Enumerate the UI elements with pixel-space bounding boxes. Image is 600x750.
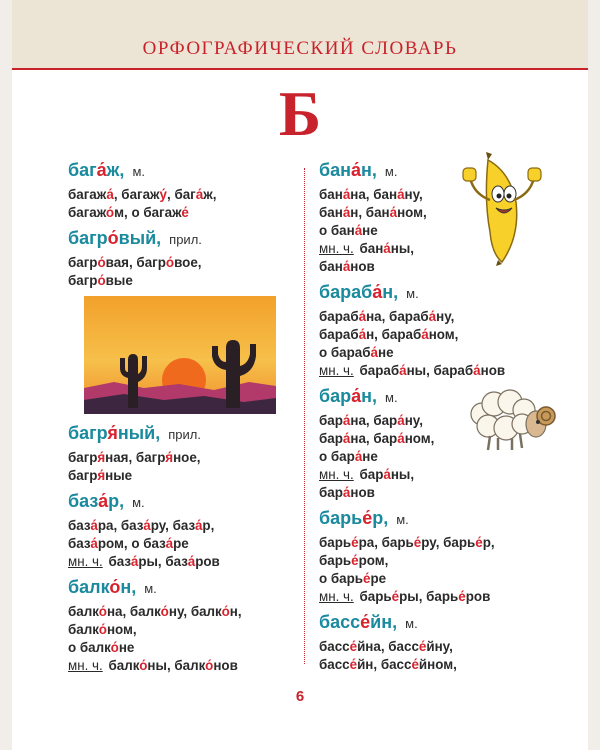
headword-part: р — [372, 508, 384, 528]
stressed-vowel: а́ — [195, 187, 204, 202]
stressed-vowel: о́ — [160, 604, 169, 619]
word-form: бан — [319, 187, 343, 202]
plural-label: мн. ч. — [319, 241, 354, 256]
word-form: на, бан — [350, 187, 398, 202]
stressed-vowel: а́ — [399, 363, 407, 378]
word-form: ны, — [390, 467, 415, 482]
stressed-vowel: а́ — [143, 518, 151, 533]
word-forms-line — [319, 484, 589, 502]
word-form: балк — [68, 604, 99, 619]
stressed-vowel: а́ — [358, 327, 367, 342]
stressed-vowel: а́ — [90, 536, 98, 551]
part-of-speech: м. — [132, 164, 145, 179]
dictionary-entry — [319, 508, 589, 606]
headword-part: р — [108, 491, 120, 511]
word-form: басс — [319, 657, 350, 672]
stressed-vowel: я́ — [165, 450, 174, 465]
word-form: нов — [213, 658, 238, 673]
word-forms-line — [319, 308, 589, 326]
word-form: бар — [319, 431, 343, 446]
page-header — [12, 0, 588, 70]
stressed-vowel: о́ — [109, 577, 121, 597]
word-forms-line — [68, 535, 298, 553]
dictionary-entry — [68, 228, 298, 290]
headword-part: н — [120, 577, 132, 597]
headword-part: йн — [370, 612, 393, 632]
headword — [319, 160, 377, 180]
word-form: ре — [370, 571, 387, 586]
headword-part: балк — [68, 577, 110, 597]
word-forms-line — [68, 272, 298, 290]
word-forms-line — [68, 553, 298, 571]
word-form: ные — [105, 468, 133, 483]
dictionary-entry — [319, 612, 589, 674]
stressed-vowel: о́ — [97, 273, 106, 288]
word-form: баз — [68, 518, 91, 533]
stressed-vowel: у́ — [159, 187, 167, 202]
word-form: ну, — [404, 187, 423, 202]
word-form: ром, — [358, 553, 389, 568]
word-form: ну, балк — [168, 604, 222, 619]
stressed-vowel: а́ — [397, 187, 405, 202]
word-form: ны, балк — [147, 658, 206, 673]
stressed-vowel: о́ — [205, 658, 214, 673]
dictionary-entry — [68, 423, 298, 485]
word-form: бан — [359, 241, 384, 256]
word-form: м, о багаж — [114, 205, 182, 220]
word-forms-line — [68, 621, 298, 639]
word-forms-line — [68, 517, 298, 535]
headword-punct: , — [372, 386, 378, 406]
stressed-vowel: а́ — [165, 536, 174, 551]
stressed-vowel: е́ — [418, 639, 427, 654]
stressed-vowel: о́ — [139, 658, 148, 673]
plural-label: мн. ч. — [68, 554, 103, 569]
headword-punct: , — [383, 508, 389, 528]
stressed-vowel: а́ — [342, 187, 351, 202]
part-of-speech: прил. — [168, 427, 201, 442]
word-form: ном, — [106, 622, 137, 637]
word-form: ны, — [390, 241, 414, 256]
part-of-speech: прил. — [169, 232, 202, 247]
word-form: о бан — [319, 223, 355, 238]
word-form: ру, барь — [421, 535, 476, 550]
word-form: бараб — [319, 309, 359, 324]
word-form: , багаж — [113, 187, 160, 202]
word-form: балк — [68, 622, 99, 637]
word-form: ра, барь — [358, 535, 414, 550]
word-forms-line — [68, 467, 298, 485]
headword-part: ж — [106, 160, 120, 180]
word-form: барь — [319, 535, 352, 550]
stressed-vowel: е́ — [391, 589, 400, 604]
headword-part: багр — [68, 228, 108, 248]
headword-part: ный — [117, 423, 156, 443]
word-form: бараб — [359, 363, 400, 378]
stressed-vowel: а́ — [342, 485, 351, 500]
stressed-vowel: а́ — [342, 205, 351, 220]
word-forms-line — [68, 639, 298, 657]
word-form: ное, — [173, 450, 201, 465]
stressed-vowel: е́ — [349, 639, 358, 654]
left-column — [68, 160, 298, 675]
word-form: о бараб — [319, 345, 371, 360]
stressed-vowel: е́ — [475, 535, 483, 550]
section-letter: Б — [278, 78, 322, 149]
stressed-vowel: а́ — [187, 554, 196, 569]
word-form: ном, — [428, 327, 459, 342]
stressed-vowel: о́ — [221, 604, 230, 619]
headword — [68, 491, 124, 511]
plural-label: мн. ч. — [319, 363, 354, 378]
headword-punct: , — [392, 612, 398, 632]
word-form: йну, — [426, 639, 453, 654]
word-form: ну, — [436, 309, 455, 324]
word-forms-line — [319, 656, 589, 674]
ram-illustration — [466, 384, 558, 454]
word-form: бараб — [319, 327, 359, 342]
headword-punct: , — [119, 160, 125, 180]
headword-punct: , — [156, 228, 162, 248]
stressed-vowel: о́ — [165, 255, 175, 270]
stressed-vowel: а́ — [397, 413, 405, 428]
headword-part: н — [382, 282, 394, 302]
part-of-speech: м. — [406, 286, 419, 301]
stressed-vowel: а́ — [428, 309, 437, 324]
stressed-vowel: а́ — [354, 449, 363, 464]
stressed-vowel: а́ — [351, 160, 362, 180]
word-forms-line — [68, 204, 298, 222]
stressed-vowel: е́ — [458, 589, 466, 604]
word-form: йном, — [418, 657, 457, 672]
word-form: йна, басс — [357, 639, 419, 654]
word-form: на, бар — [350, 413, 398, 428]
word-form: нов — [480, 363, 506, 378]
stressed-vowel: а́ — [372, 282, 383, 302]
word-form: ну, — [404, 413, 423, 428]
word-form: на, балк — [106, 604, 161, 619]
stressed-vowel: а́ — [194, 518, 203, 533]
headword — [319, 282, 398, 302]
word-form: ром, о баз — [97, 536, 166, 551]
stressed-vowel: е́ — [181, 205, 189, 220]
stressed-vowel: а́ — [342, 259, 351, 274]
headword-punct: , — [155, 423, 161, 443]
headword — [68, 228, 161, 248]
part-of-speech: м. — [405, 616, 418, 631]
word-form: балк — [108, 658, 140, 673]
stressed-vowel: о́ — [107, 228, 119, 248]
word-form: р, — [482, 535, 495, 550]
word-form: багаж — [68, 205, 106, 220]
plural-label: мн. ч. — [319, 467, 354, 482]
word-forms-line — [319, 588, 589, 606]
stressed-vowel: а́ — [389, 205, 398, 220]
word-form: ров — [465, 589, 491, 604]
word-forms-line — [319, 222, 589, 240]
stressed-vowel: а́ — [354, 223, 363, 238]
word-forms-line — [319, 186, 589, 204]
word-form: ры, баз — [138, 554, 188, 569]
word-form: ны, бараб — [406, 363, 474, 378]
headword — [68, 577, 136, 597]
headword-punct: , — [131, 577, 137, 597]
stressed-vowel: а́ — [98, 491, 109, 511]
word-form: басс — [319, 639, 350, 654]
stressed-vowel: а́ — [397, 431, 405, 446]
sunset-illustration — [84, 296, 276, 414]
word-form: йн, басс — [357, 657, 412, 672]
dictionary-entry — [319, 160, 589, 276]
word-form: ная, багр — [105, 450, 166, 465]
dictionary-entry — [68, 160, 298, 222]
dictionary-entry — [68, 491, 298, 571]
word-forms-line — [68, 186, 298, 204]
word-forms-line — [319, 240, 589, 258]
stressed-vowel: е́ — [362, 508, 373, 528]
word-form: н, бараб — [366, 327, 422, 342]
column-divider — [304, 168, 305, 664]
word-forms-line — [319, 344, 589, 362]
word-form: бан — [319, 205, 343, 220]
word-form: ном, — [397, 205, 427, 220]
word-form: бан — [319, 259, 343, 274]
headword-line — [319, 612, 589, 638]
word-forms-line — [319, 466, 589, 484]
word-form: вые — [105, 273, 133, 288]
headword-punct: , — [393, 282, 399, 302]
banana-illustration — [458, 150, 544, 268]
headword-part: н — [361, 160, 372, 180]
word-form: не — [377, 345, 394, 360]
headword-part: баз — [68, 491, 99, 511]
stressed-vowel: я́ — [97, 468, 106, 483]
word-form: ры, барь — [399, 589, 459, 604]
word-form: н, — [229, 604, 242, 619]
page-number: 6 — [295, 688, 305, 705]
headword-line — [68, 577, 298, 603]
stressed-vowel: а́ — [351, 386, 362, 406]
word-form: о барь — [319, 571, 364, 586]
stressed-vowel: я́ — [107, 423, 118, 443]
headword-part: басс — [319, 612, 361, 632]
stressed-vowel: о́ — [98, 622, 107, 637]
stressed-vowel: о́ — [110, 640, 119, 655]
headword-part: барь — [319, 508, 363, 528]
dictionary-entry — [68, 577, 298, 675]
word-form: на, бараб — [366, 309, 429, 324]
header-title: ОРФОГРАФИЧЕСКИЙ СЛОВАРЬ — [142, 38, 458, 59]
word-form: баз — [108, 554, 131, 569]
headword-punct: , — [119, 491, 125, 511]
word-form: вая, багр — [105, 255, 166, 270]
stressed-vowel: е́ — [360, 612, 371, 632]
word-form: не — [362, 223, 378, 238]
stressed-vowel: о́ — [97, 255, 106, 270]
word-form: не — [362, 449, 378, 464]
stressed-vowel: е́ — [363, 571, 371, 586]
stressed-vowel: а́ — [96, 160, 107, 180]
stressed-vowel: е́ — [349, 657, 358, 672]
word-form: багр — [68, 255, 98, 270]
headword-line — [319, 282, 589, 308]
headword-part: бар — [319, 386, 352, 406]
stressed-vowel: а́ — [370, 345, 378, 360]
word-form: р, — [202, 518, 215, 533]
word-form: ру, баз — [150, 518, 195, 533]
stressed-vowel: а́ — [473, 363, 481, 378]
part-of-speech: м. — [396, 512, 409, 527]
stressed-vowel: а́ — [342, 431, 351, 446]
word-forms-line — [319, 534, 589, 552]
headword-part: бан — [319, 160, 352, 180]
word-form: не — [118, 640, 135, 655]
word-form: багр — [68, 450, 98, 465]
word-form: багр — [68, 468, 98, 483]
headword-part: баг — [68, 160, 97, 180]
word-form: ж, — [203, 187, 217, 202]
headword — [319, 612, 397, 632]
headword-part: багр — [68, 423, 108, 443]
dictionary-page — [12, 0, 588, 750]
word-form: нов — [350, 485, 375, 500]
word-forms-line — [68, 449, 298, 467]
stressed-vowel: о́ — [105, 205, 115, 220]
plural-label: мн. ч. — [68, 658, 103, 673]
headword-part: бараб — [319, 282, 373, 302]
headword — [319, 386, 377, 406]
stressed-vowel: е́ — [413, 535, 422, 550]
word-form: нов — [350, 259, 375, 274]
word-forms-line — [68, 657, 298, 675]
word-form: ра, баз — [97, 518, 144, 533]
word-forms-line — [68, 603, 298, 621]
stressed-vowel: а́ — [383, 241, 391, 256]
headword-line — [319, 508, 589, 534]
word-form: бар — [359, 467, 384, 482]
word-form: бар — [319, 485, 343, 500]
word-forms-line — [319, 552, 589, 570]
part-of-speech: м. — [384, 164, 398, 179]
dictionary-entry — [319, 282, 589, 380]
stressed-vowel: а́ — [421, 327, 429, 342]
word-form: бар — [319, 413, 343, 428]
word-form: о бар — [319, 449, 355, 464]
stressed-vowel: я́ — [97, 450, 106, 465]
word-form: ре — [173, 536, 189, 551]
word-form: барь — [319, 553, 352, 568]
stressed-vowel: е́ — [411, 657, 419, 672]
stressed-vowel: а́ — [90, 518, 98, 533]
stressed-vowel: а́ — [383, 467, 391, 482]
stressed-vowel: а́ — [106, 187, 114, 202]
headword-line — [319, 160, 589, 186]
stressed-vowel: е́ — [351, 553, 359, 568]
headword-line — [68, 423, 298, 449]
header-rule — [12, 68, 588, 70]
part-of-speech: м. — [385, 390, 398, 405]
word-form: багаж — [68, 187, 107, 202]
word-form: о балк — [68, 640, 111, 655]
word-forms-line — [319, 570, 589, 588]
plural-label: мн. ч. — [319, 589, 354, 604]
stressed-vowel: а́ — [130, 554, 139, 569]
headword-punct: , — [371, 160, 377, 180]
stressed-vowel: а́ — [358, 309, 367, 324]
headword-line — [68, 491, 298, 517]
word-forms-line — [319, 204, 589, 222]
headword — [68, 423, 160, 443]
headword — [319, 508, 388, 528]
word-form: на, бар — [350, 431, 398, 446]
headword-line — [68, 228, 298, 254]
word-forms-line — [68, 254, 298, 272]
word-form: н, бан — [350, 205, 390, 220]
stressed-vowel: е́ — [351, 535, 359, 550]
word-forms-line — [319, 362, 589, 380]
word-form: ров — [195, 554, 220, 569]
part-of-speech: м. — [132, 495, 145, 510]
word-forms-line — [319, 258, 589, 276]
word-form: барь — [359, 589, 392, 604]
headword — [68, 160, 124, 180]
stressed-vowel: о́ — [98, 604, 107, 619]
headword-line — [68, 160, 298, 186]
stressed-vowel: а́ — [342, 413, 351, 428]
word-form: баз — [68, 536, 91, 551]
headword-part: н — [361, 386, 373, 406]
word-form: вое, — [174, 255, 202, 270]
part-of-speech: м. — [144, 581, 157, 596]
word-form: багр — [68, 273, 98, 288]
word-forms-line — [319, 326, 589, 344]
word-form: , баг — [167, 187, 196, 202]
word-forms-line — [319, 638, 589, 656]
word-form: ном, — [404, 431, 435, 446]
headword-part: вый — [118, 228, 157, 248]
